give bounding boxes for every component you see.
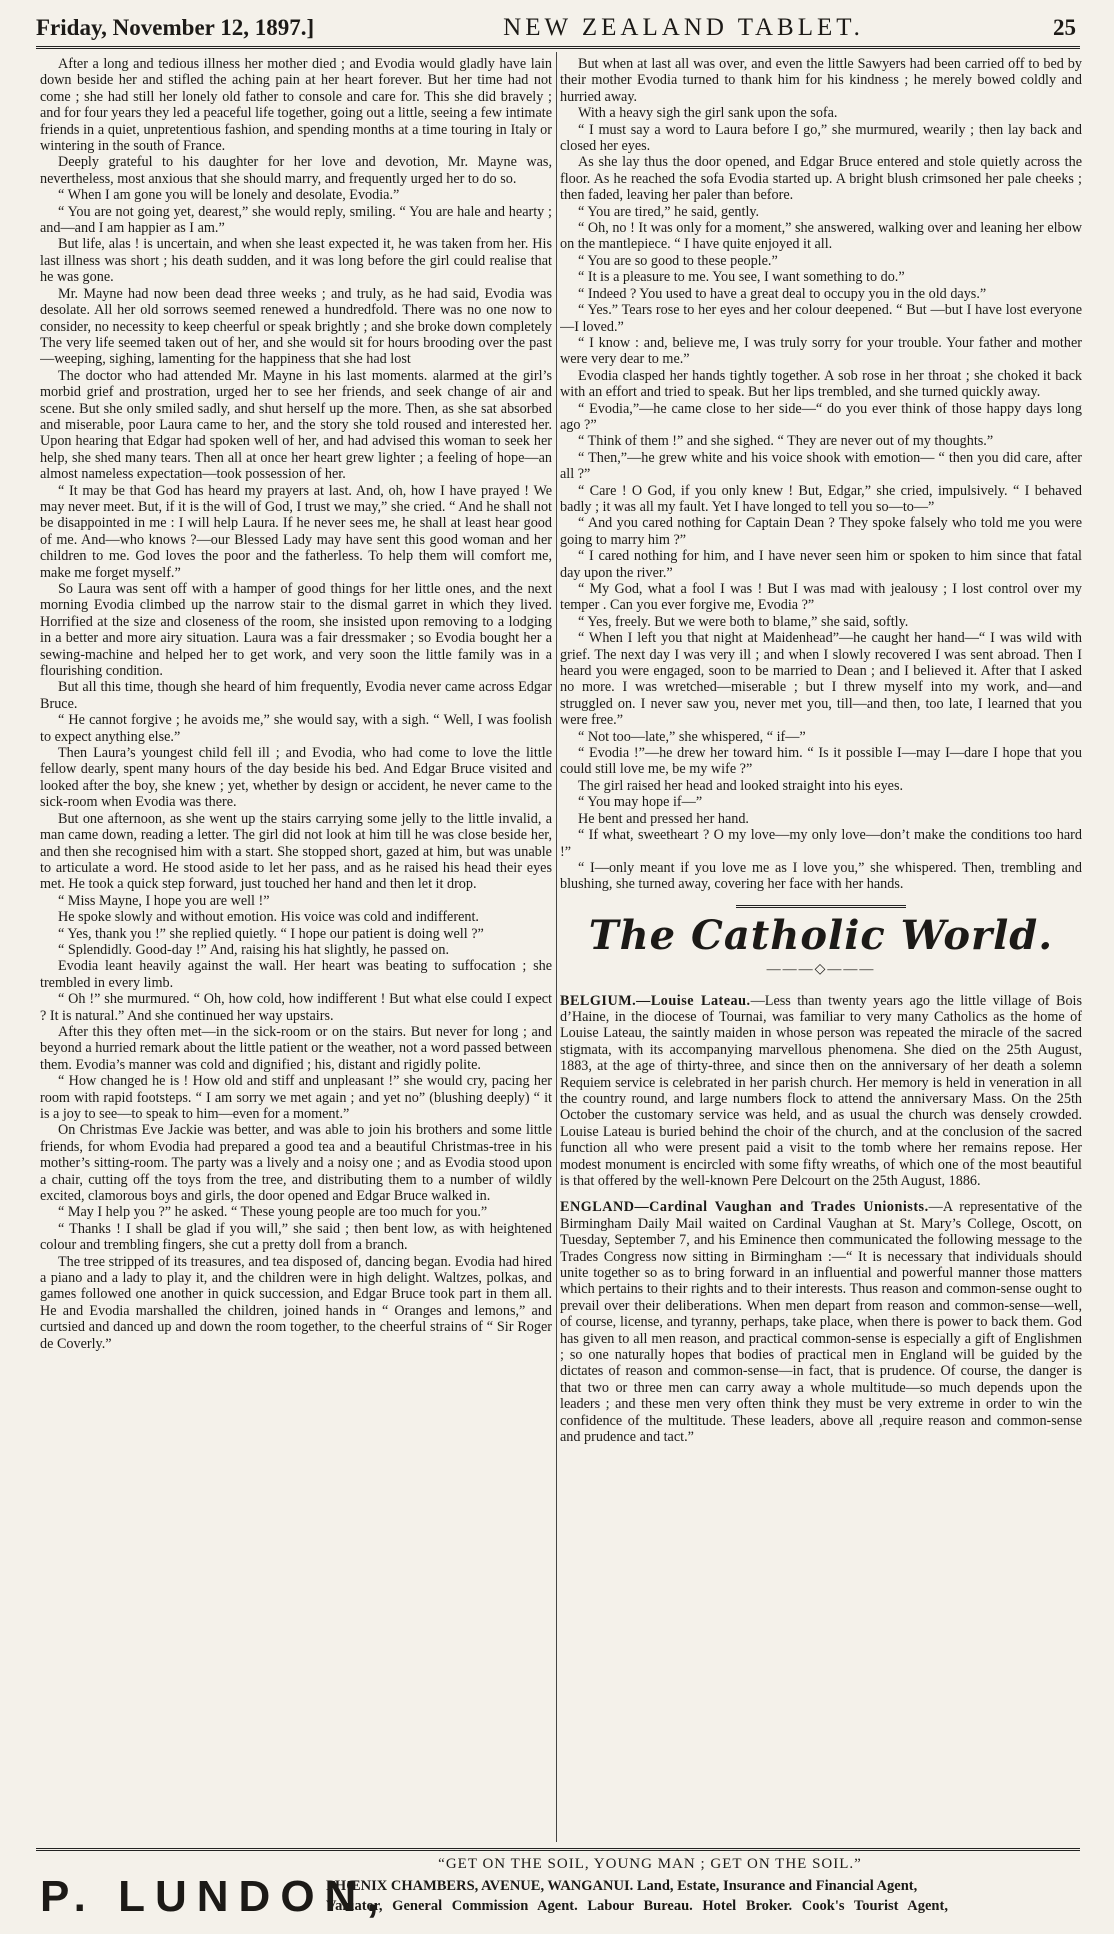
story-paragraph: “ When I left you that night at Maidenhead”—he caught her hand—“ I was wild with grief. The next day I was very ill ; and when I slowly recovered I was sent abroad. Then I heard you were engaged, soon to be married to Dean ; and I believed it. After that I asked no more. I was wretched—miserable ; but I threw myself into my work, and—and struggled on. I never saw you, never met you, till—and then, too late, I learned that you were free.” xyxy=(560,630,1082,729)
ad-address-line: PHŒNIX CHAMBERS, AVENUE, WANGANUI. Land, Estate, Insurance and Financial Agent, xyxy=(326,1878,918,1894)
story-paragraph: “ And you cared nothing for Captain Dean ? They spoke falsely who told me you were going to marry him ?” xyxy=(560,515,1082,548)
column-divider xyxy=(556,52,557,1842)
story-paragraph: But life, alas ! is uncertain, and when she least expected it, he was taken from her. His last illness was short ; his death sudden, and it was long before the girl could realise that he was gone. xyxy=(40,236,552,286)
right-column xyxy=(560,56,1082,1846)
ad-slogan: “GET ON THE SOIL, YOUNG MAN ; GET ON THE SOIL.” xyxy=(438,1856,862,1872)
story-paragraph: On Christmas Eve Jackie was better, and was able to join his brothers and some little friends, for whom Evodia had prepared a good tea and a beautiful Christmas-tree in his mother’s sitting-room. The party was a lively and a noisy one ; and as Evodia stood upon a chair, cutting off the toys from the tree, and distributing them to a number of wildly excited, clamorous boys and girls, the door opened and Edgar Bruce walked in. xyxy=(40,1122,552,1205)
news-item xyxy=(560,1199,1082,1445)
story-paragraph: The girl raised her head and looked straight into his eyes. xyxy=(578,777,904,794)
news-items xyxy=(560,993,1082,1446)
masthead-rule xyxy=(36,46,1080,49)
story-paragraph: “ Yes.” Tears rose to her eyes and her colour deepened. “ But —but I have lost everyone—I loved.” xyxy=(560,302,1082,335)
story-paragraph: “ You are so good to these people.” xyxy=(578,252,778,269)
story-paragraph: “ Yes, thank you !” she replied quietly. “ I hope our patient is doing well ?” xyxy=(58,925,484,942)
ad-business-name: P. LUNDON, xyxy=(40,1872,389,1921)
story-paragraph: He bent and pressed her hand. xyxy=(578,810,749,827)
story-paragraph: So Laura was sent off with a hamper of good things for her little ones, and the next morning Evodia climbed up the narrow stair to the dismal garret in which they lived. Horrified at the size and closeness of the room, she insisted upon removing to a lodging in a better and more airy situation. Laura was a fair dressmaker ; so Evodia bought her a sewing-machine and helped her to get work, and very soon the little family was in a flourishing condition. xyxy=(40,581,552,680)
story-paragraph: “ Evodia !”—he drew her toward him. “ Is it possible I—may I—dare I hope that you could still love me, be my wife ?” xyxy=(560,745,1082,778)
news-item-subject: —Cardinal Vaughan and Trades Unionists. xyxy=(634,1199,929,1216)
story-paragraph: “ I cared nothing for him, and I have never seen him or spoken to him since that fatal day upon the river.” xyxy=(560,548,1082,581)
story-paragraph: Evodia clasped her hands tightly together. A sob rose in her throat ; she choked it back with an effort and tried to speak. But her lips trembled, and she turned quickly away. xyxy=(560,367,1082,401)
story-paragraph: “ It may be that God has heard my prayers at last. And, oh, how I have prayed ! We may never meet. But, if it is the will of God, I trust we may,” she cried. “ And he shall not be disappointed in me : I will help Laura. If he never sees me, he shall at least hear good of me. And—who knows ?—our Blessed Lady may have sent this good woman and her children to me. God loves the poor and the fatherless. To help them will comfort me, make me forget myself.” xyxy=(40,482,552,581)
story-paragraph: “ Oh, no ! It was only for a moment,” she answered, walking over and leaning her elbow on the mantlepiece. “ I have quite enjoyed it all. xyxy=(560,220,1082,253)
story-paragraph: “ You may hope if—” xyxy=(578,794,703,811)
issue-date: Friday, November 12, 1897.] xyxy=(36,15,315,40)
story-paragraph: “ Indeed ? You used to have a great deal to occupy you in the old days.” xyxy=(578,285,987,302)
story-paragraph: As she lay thus the door opened, and Edgar Bruce entered and stole quietly across the floor. As he reached the sofa Evodia started up. A bright blush crimsoned her pale cheeks ; then faded, leaving her paler than before. xyxy=(560,154,1082,204)
story-paragraph: “ You are not going yet, dearest,” she would reply, smiling. “ You are hale and hearty ; and—and I am happier as I am.” xyxy=(40,203,552,237)
story-paragraph: “ If what, sweetheart ? O my love—my only love—don’t make the conditions too hard !” xyxy=(560,827,1082,860)
story-paragraph: “ I must say a word to Laura before I go,” she murmured, wearily ; then lay back and closed her eyes. xyxy=(560,121,1082,155)
story-paragraph: “ Yes, freely. But we were both to blame,” she said, softly. xyxy=(578,613,909,630)
news-item-country: BELGIUM. xyxy=(560,992,637,1009)
story-paragraph: With a heavy sigh the girl sank upon the sofa. xyxy=(578,105,838,122)
story-paragraph: Deeply grateful to his daughter for her love and devotion, Mr. Mayne was, nevertheless, most anxious that she should marry, and frequently urged her to do so. xyxy=(40,154,552,187)
story-paragraph: “ You are tired,” he said, gently. xyxy=(578,203,760,220)
story-paragraph: “ I—only meant if you love me as I love you,” she whispered. Then, trembling and blushing, she turned away, covering her face with her hands. xyxy=(560,859,1082,893)
page-number: 25 xyxy=(1053,15,1076,40)
story-paragraph: “ He cannot forgive ; he avoids me,” she would say, with a sigh. “ Well, I was foolish to expect anything else.” xyxy=(40,712,552,745)
ad-services-line: Valuator, General Commission Agent. Labour Bureau. Hotel Broker. Cook's Tourist Agent, xyxy=(326,1898,948,1914)
story-paragraph: Evodia leant heavily against the wall. Her heart was beating to suffocation ; she trembled in every limb. xyxy=(40,958,552,991)
story-paragraph: “ Care ! O God, if you only knew ! But, Edgar,” she cried, impulsively. “ I behaved badly ; it was all my fault. Yet I have longed to tell you so—to—” xyxy=(560,482,1082,515)
news-item-body: —A representative of the Birmingham Daily Mail waited on Cardinal Vaughan at St. Mary’s College, Oscott, on Tuesday, September 7, and his Eminence then communicated the following message to the Trades Congress now sitting in Birmingham :—“ It is necessary that individuals should unite together so as to bring forward in an influential and powerful manner those matters which pertains to their rights and to their interests. Thus reason and common-sense ought to prevail over their deliberations. When men depart from reason and common-sense—well, of course, license, and tyranny, perhaps, take place, when there is power to back them. God has given to all men reason, and practical common-sense is especially a gift of Englishmen ; so one naturally hopes that bodies of practical men in England will be guided by the dictates of reason and common-sense—in fact, that is prudence. Of course, the danger is that two or three men can carry away a whole multitude—so much depends upon the leaders ; and these men very often think they must be very extreme in order to win the confidence of the multitude. These leaders, above all ,require reason and common-sense and prudence and tact.” xyxy=(560,1199,1082,1446)
story-paragraph: But all this time, though she heard of him frequently, Evodia never came across Edgar Bruce. xyxy=(40,679,552,712)
news-item-country: ENGLAND xyxy=(560,1199,635,1216)
section-rule xyxy=(736,905,906,908)
news-item-subject: —Louise Lateau. xyxy=(636,992,751,1009)
story-paragraph: “ Miss Mayne, I hope you are well !” xyxy=(58,892,270,909)
section-ornament: ———◇——— xyxy=(766,962,876,978)
story-paragraph: “ Oh !” she murmured. “ Oh, how cold, how indifferent ! But what else could I expect ? It is natural.” And she continued her way upstairs. xyxy=(40,991,552,1024)
story-paragraph: “ My God, what a fool I was ! But I was mad with jealousy ; I lost control over my temper . Can you ever forgive me, Evodia ?” xyxy=(560,581,1082,614)
story-paragraph: “ Evodia,”—he came close to her side—“ do you ever think of those happy days long ago ?” xyxy=(560,400,1082,433)
story-paragraph: The tree stripped of its treasures, and tea disposed of, dancing began. Evodia had hired a piano and a lady to play it, and the children were in high delight. Waltzes, polkas, and games followed one another in quick succession, and Edgar Bruce took part in them all. He and Evodia marshalled the children, joined hands in “ Oranges and lemons,” and curtsied and danced up and down the room together, to the cheerful strains of “ Sir Roger de Coverly.” xyxy=(40,1253,552,1352)
story-paragraph: “ When I am gone you will be lonely and desolate, Evodia.” xyxy=(58,187,400,204)
story-paragraph: After a long and tedious illness her mother died ; and Evodia would gladly have lain down beside her and stifled the aching pain at her heart forever. But her time had not come ; she had still her lonely old father to console and care for. This she did bravely ; and for four years they led a peaceful life together, going out a little, seeing a few intimate friends in a quiet, unpretentious fashion, and spending months at a time touring in Italy or wintering in the south of France. xyxy=(40,56,552,155)
story-paragraph: “ I know : and, believe me, I was truly sorry for your trouble. Your father and mother were very dear to me.” xyxy=(560,334,1082,368)
story-paragraph: He spoke slowly and without emotion. His voice was cold and indifferent. xyxy=(58,909,479,926)
story-paragraph: “ Thanks ! I shall be glad if you will,” she said ; then bent low, as with heightened colour and trembling fingers, she cut a pretty doll from a branch. xyxy=(40,1220,552,1254)
masthead xyxy=(36,14,1080,48)
advertisement-rule xyxy=(36,1848,1080,1851)
story-paragraph: “ It is a pleasure to me. You see, I want something to do.” xyxy=(578,269,905,286)
story-paragraph: “ Think of them !” and she sighed. “ They are never out of my thoughts.” xyxy=(578,433,994,450)
story-paragraph: But one afternoon, as she went up the stairs carrying some jelly to the little invalid, a man came down, reading a letter. The girl did not look at him till he was close beside her, and then she recognised him with a start. She stopped short, gazed at him, but was unable to articulate a word. He stood aside to let her pass, and as he raised his head their eyes met. He took a quick step forward, just touched her hand and then let it drop. xyxy=(40,810,552,893)
story-paragraph: Then Laura’s youngest child fell ill ; and Evodia, who had come to love the little fellow dearly, spent many hours of the day beside his bed. And Edgar Bruce visited and looked after the boy, she knew ; yet, whether by design or accident, he never came to the sick-room when Evodia was there. xyxy=(40,745,552,811)
story-paragraph: “ Not too—late,” she whispered, “ if—” xyxy=(578,728,806,745)
story-continuation xyxy=(560,56,1082,893)
story-paragraph: “ May I help you ?” he asked. “ These young people are too much for you.” xyxy=(58,1204,488,1221)
story-paragraph: “ How changed he is ! How old and stiff and unpleasant !” she would cry, pacing her room with rapid footsteps. “ I am sorry we met again ; and yet no” (blushing deeply) “ it is a joy to see—to speak to him—even for a moment.” xyxy=(40,1073,552,1122)
newspaper-title: NEW ZEALAND TABLET. xyxy=(503,14,864,41)
story-paragraph: The doctor who had attended Mr. Mayne in his last moments. alarmed at the girl’s morbid grief and prostration, urged her to see her friends, and seek change of air and scene. But she only smiled sadly, and shut herself up the more. Then, as she sat absorbed and miserable, poor Laura came to her, and the story she told roused and interested her. Upon hearing that Edgar had spoken well of her, and had advised this woman to seek her help, she shed many tears. Then all at once her heart grew lighter ; a feeling of hope—an almost nameless expectation—took possession of her. xyxy=(40,367,552,483)
news-item xyxy=(560,993,1082,1190)
story-paragraph: But when at last all was over, and even the little Sawyers had been carried off to bed by their mother Evodia turned to thank him for his kindness ; he merely bowed coldly and hurried away. xyxy=(560,56,1082,105)
news-item-body: —Less than twenty years ago the little village of Bois d’Haine, in the diocese of Tournai, was familiar to very many Catholics as the home of Louise Lateau, the saintly maiden in whose person was repeated the miracle of the sacred stigmata, with its accompanying marvellous phenomena. She died on the 25th August, 1883, at the age of thirty-three, and since then on the anniversary of her death a solemn Requiem service is celebrated in her parish church. Her memory is held in veneration in all the country round, and large numbers flock to attend the anniversary Mass. On the 25th October the customary service was held, and as usual the church was densely crowded. Louise Lateau is buried behind the choir of the church, and at the conclusion of the sacred function all who were present paid a visit to the tomb where her remains repose. Her modest monument is encircled with some fifty wreaths, of which one of the most beautiful is that offered by the well-known Pere Delcourt on the 25th August, 1886. xyxy=(560,992,1082,1189)
story-paragraph: “ Then,”—he grew white and his voice shook with emotion— “ then you did care, after all ?” xyxy=(560,449,1082,483)
story-paragraph: After this they often met—in the sick-room or on the stairs. But never for long ; and beyond a hurried remark about the little patient or the weather, not a word passed between them. Evodia’s manner was cold and dignified ; his, distant and rigidly polite. xyxy=(40,1023,552,1073)
story-paragraph: “ Splendidly. Good-day !” And, raising his hat slightly, he passed on. xyxy=(58,941,450,958)
left-column xyxy=(40,56,552,1846)
section-heading: The Catholic World. xyxy=(588,911,1054,959)
story-paragraph: Mr. Mayne had now been dead three weeks ; and truly, as he had said, Evodia was desolate. All her old sorrows seemed renewed a hundredfold. There was no one now to consider, no necessity to keep cheerful or speak brightly ; and she broke down completely The very life seemed taken out of her, and she would sit for hours brooding over the past—weeping, sighing, lamenting for the happiness that she had lost xyxy=(40,285,552,368)
